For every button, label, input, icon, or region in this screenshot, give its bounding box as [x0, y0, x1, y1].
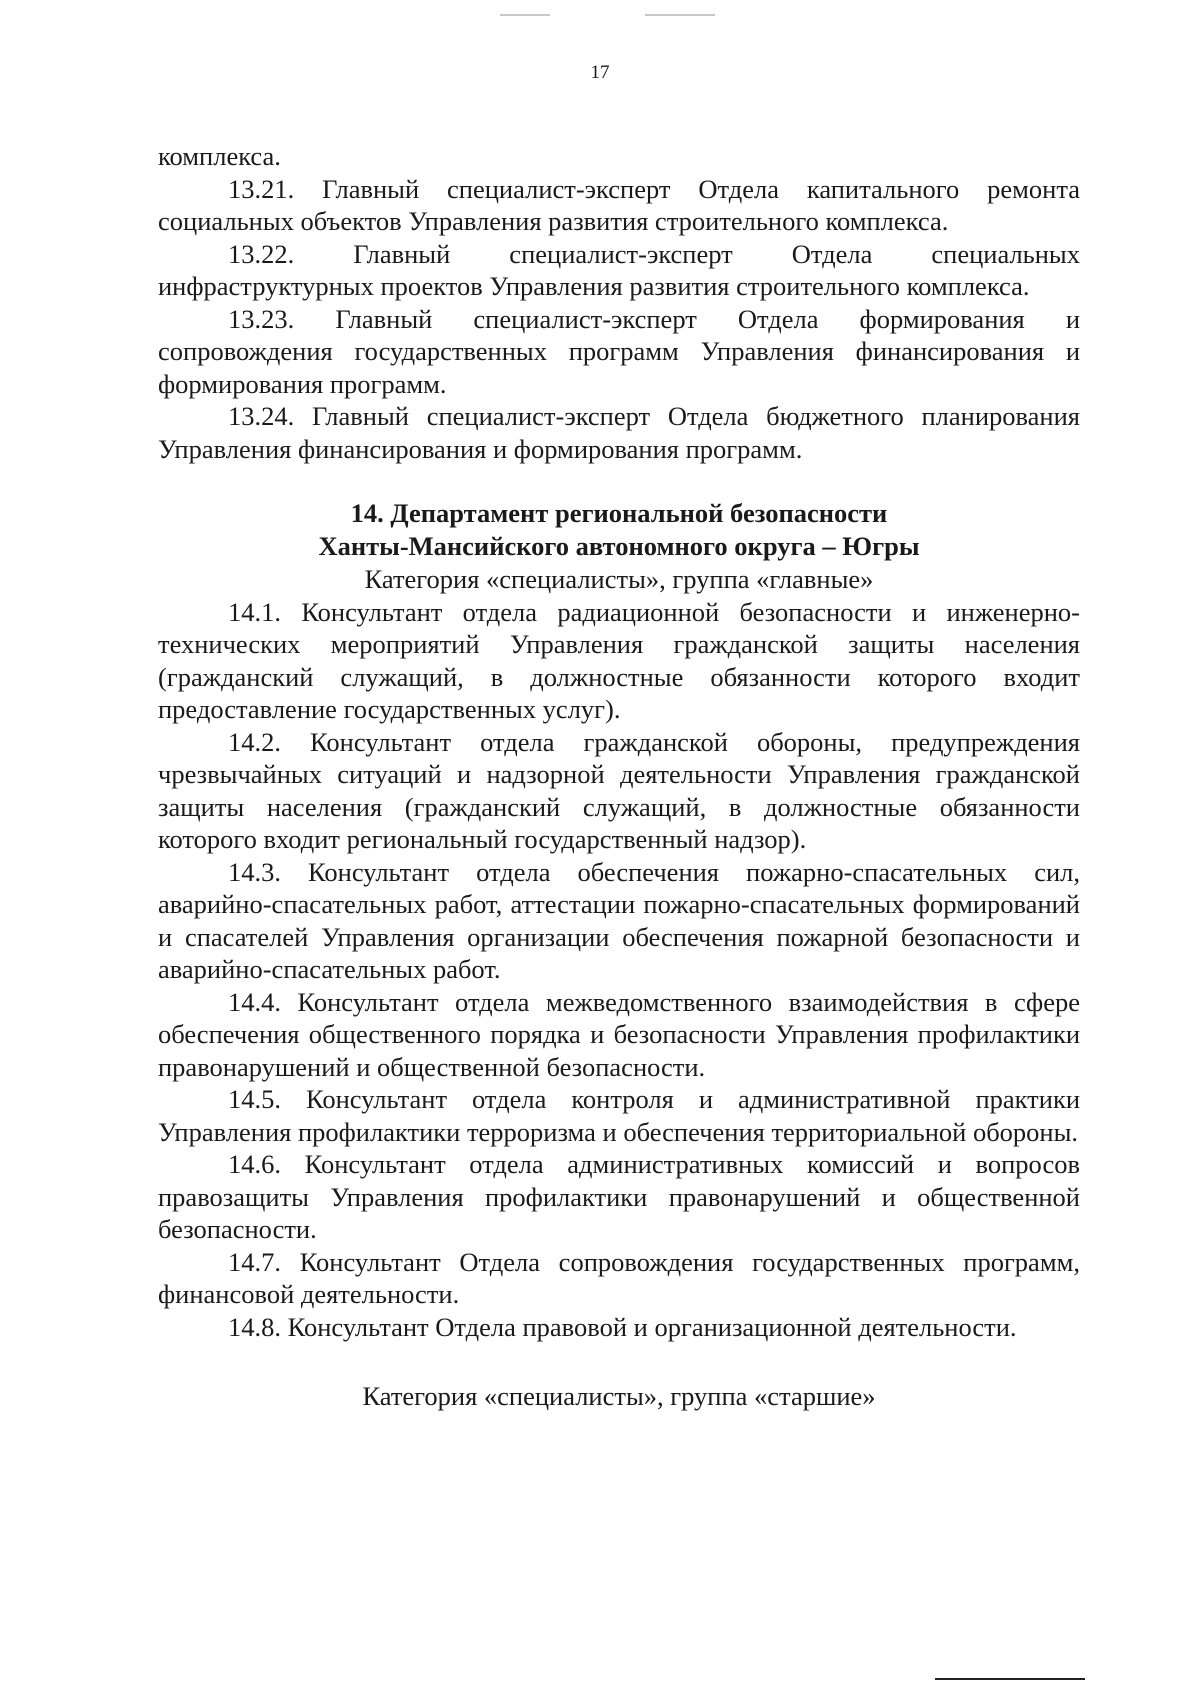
list-item-14-6: 14.6. Консультант отдела административных комиссий и вопросов правозащиты Управления профилактики правонарушений и общественной безопасности.: [158, 1149, 1080, 1244]
scan-artifact: [500, 14, 550, 16]
scan-artifact: [645, 14, 715, 16]
list-item-14-5: 14.5. Консультант отдела контроля и административной практики Управления профилактики терроризма и обеспечения территориальной обороны.: [158, 1084, 1080, 1147]
page-number: 17: [590, 62, 610, 83]
list-item-14-2: 14.2. Консультант отдела гражданской обороны, предупреждения чрезвычайных ситуаций и надзорной деятельности Управления гражданской защиты населения (гражданский служащий, в должностные обязанности которого входит региональный государственный надзор).: [158, 726, 1080, 854]
list-item-13-21: 13.21. Главный специалист-эксперт Отдела капитального ремонта социальных объектов Управления развития строительного комплекса.: [158, 173, 1080, 236]
list-item-13-22: 13.22. Главный специалист-эксперт Отдела специальных инфраструктурных проектов Управления развития строительного комплекса.: [158, 238, 1080, 301]
document-body: [158, 140, 1080, 1413]
section14-heading: [158, 497, 1080, 563]
list-item-14-1: 14.1. Консультант отдела радиационной безопасности и инженерно-технических мероприятий Управления гражданской защиты населения (гражданский служащий, в должностные обязанности которого входит предоставление государственных услуг).: [158, 596, 1080, 724]
section13-tail: комплекса.: [158, 141, 281, 171]
section14-heading-line2: Ханты-Мансийского автономного округа – Югры: [318, 531, 920, 561]
category-main-heading: Категория «специалисты», группа «главные»: [364, 564, 874, 594]
list-item-14-8: 14.8. Консультант Отдела правовой и организационной деятельности.: [228, 1311, 1017, 1342]
section14-heading-line1: 14. Департамент региональной безопасности: [350, 498, 888, 528]
list-item-14-3: 14.3. Консультант отдела обеспечения пожарно-спасательных сил, аварийно-спасательных работ, аттестации пожарно-спасательных формирований и спасателей Управления организации обеспечения пожарной безопасности и аварийно-спасательных работ.: [158, 856, 1080, 984]
list-item-13-24: 13.24. Главный специалист-эксперт Отдела бюджетного планирования Управления финансирования и формирования программ.: [158, 401, 1080, 464]
list-item-14-7: 14.7. Консультант Отдела сопровождения государственных программ, финансовой деятельности.: [158, 1246, 1080, 1309]
footer-rule: [935, 1678, 1085, 1680]
category-senior-heading: Категория «специалисты», группа «старшие»: [362, 1381, 876, 1411]
list-item-13-23: 13.23. Главный специалист-эксперт Отдела формирования и сопровождения государственных программ Управления финансирования и формирования программ.: [158, 303, 1080, 399]
list-item-14-4: 14.4. Консультант отдела межведомственного взаимодействия в сфере обеспечения общественного порядка и безопасности Управления профилактики правонарушений и общественной безопасности.: [158, 986, 1080, 1082]
